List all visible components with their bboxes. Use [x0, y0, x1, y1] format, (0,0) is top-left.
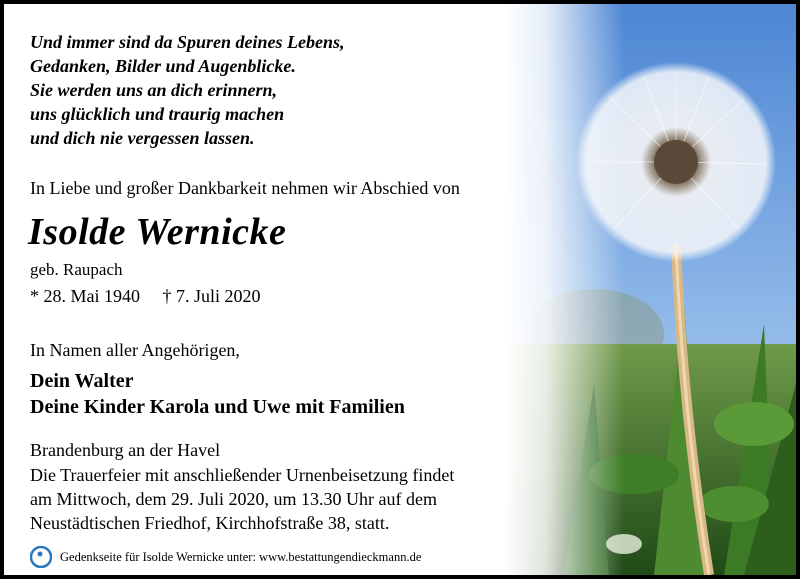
- mourner-line: Dein Walter: [30, 370, 134, 392]
- verse-line: Sie werden uns an dich erinnern,: [30, 80, 278, 100]
- death-date: † 7. Juli 2020: [162, 286, 261, 306]
- memorial-verse: [30, 30, 500, 150]
- funeral-home-logo-icon: [30, 546, 52, 568]
- memorial-page-text[interactable]: Gedenkseite für Isolde Wernicke unter: www.bestattungendieckmann.de: [60, 549, 422, 564]
- birth-name: geb. Raupach: [30, 260, 123, 279]
- birth-date: * 28. Mai 1940: [30, 286, 140, 306]
- verse-line: und dich nie vergessen lassen.: [30, 128, 255, 148]
- funeral-line: Neustädtischen Friedhof, Kirchhofstraße 38, statt.: [30, 513, 390, 533]
- obituary-card: [4, 4, 796, 575]
- deceased-name: Isolde Wernicke: [28, 211, 287, 253]
- farewell-intro: In Liebe und großer Dankbarkeit nehmen wir Abschied von: [30, 178, 460, 198]
- funeral-line: am Mittwoch, dem 29. Juli 2020, um 13.30 Uhr auf dem: [30, 489, 437, 509]
- funeral-details: [30, 463, 454, 535]
- verse-line: Gedanken, Bilder und Augenblicke.: [30, 56, 296, 76]
- mourners-list: [30, 368, 405, 420]
- place-name: Brandenburg an der Havel: [30, 440, 221, 460]
- funeral-line: Die Trauerfeier mit anschließender Urnenbeisetzung findet: [30, 465, 455, 485]
- memorial-page-link[interactable]: [30, 546, 421, 568]
- photo-fade: [504, 4, 624, 575]
- life-dates: [30, 286, 261, 307]
- verse-line: uns glücklich und traurig machen: [30, 104, 285, 124]
- verse-line: Und immer sind da Spuren deines Lebens,: [30, 32, 345, 52]
- mourner-line: Deine Kinder Karola und Uwe mit Familien: [30, 396, 405, 418]
- on-behalf-line: In Namen aller Angehörigen,: [30, 340, 240, 360]
